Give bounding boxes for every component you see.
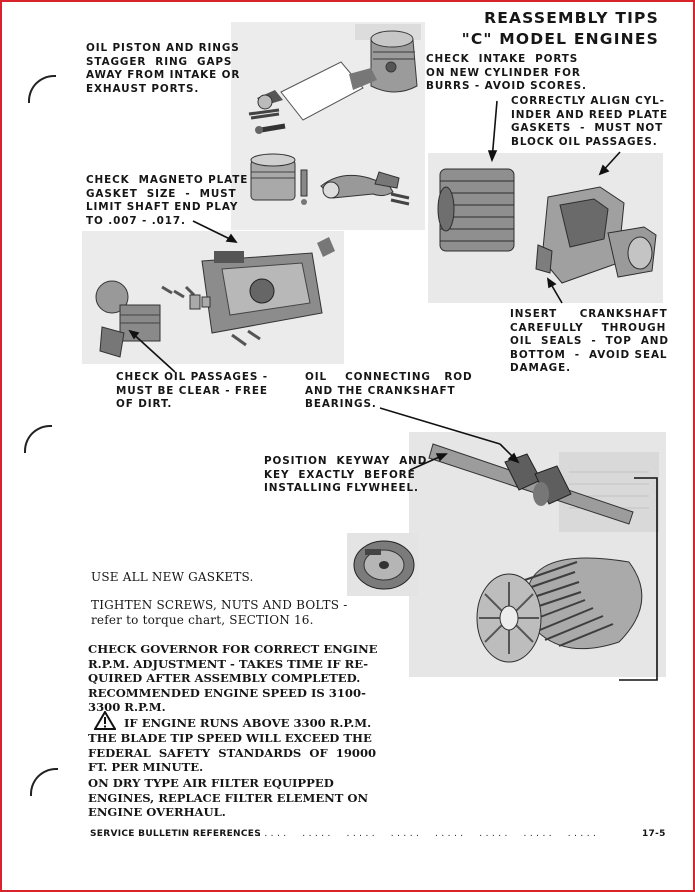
note-gaskets: USE ALL NEW GASKETS. — [91, 570, 254, 584]
footer-dots: . . . . . . . . . . . . . . . . . . . . . . . . . . . . . . . . . . . . . . . . — [258, 829, 597, 839]
note-governor: CHECK GOVERNOR FOR CORRECT ENGINE R.P.M. ADJUSTMENT - TAKES TIME IF RE- QUIRED AFTER ASSEMBLY COMPLETED. RECOMMENDED ENGINE SPEED IS 3100- 3300 R.P.M. — [88, 642, 378, 715]
callout-magneto-plate: CHECK MAGNETO PLATE GASKET SIZE - MUST LIMIT SHAFT END PLAY TO .007 - .017. — [86, 174, 249, 227]
callout-align-cylinder: CORRECTLY ALIGN CYL- INDER AND REED PLATE GASKETS - MUST NOT BLOCK OIL PASSAGES. — [511, 95, 668, 148]
footer-label: SERVICE BULLETIN REFERENCES — [90, 829, 262, 839]
title-line-2: "C" MODEL ENGINES — [461, 30, 659, 48]
callout-crankshaft-seals: INSERT CRANKSHAFT CAREFULLY THROUGH OIL SEALS - TOP AND BOTTOM - AVOID SEAL DAMAGE. — [510, 308, 669, 375]
note-tighten-line-2: refer to torque chart, SECTION 16. — [91, 613, 314, 627]
warning-triangle-icon — [94, 711, 116, 730]
note-warning-rest: THE BLADE TIP SPEED WILL EXCEED THE FEDERAL SAFETY STANDARDS OF 19000 FT. PER MINUTE. — [88, 731, 377, 775]
page-number: 17-5 — [642, 829, 666, 839]
title-line-1: REASSEMBLY TIPS — [484, 9, 659, 27]
callout-intake-ports: CHECK INTAKE PORTS ON NEW CYLINDER FOR BURRS - AVOID SCORES. — [426, 53, 587, 93]
callout-oil-piston: OIL PISTON AND RINGS STAGGER RING GAPS AWAY FROM INTAKE OR EXHAUST PORTS. — [86, 42, 241, 95]
note-air-filter: ON DRY TYPE AIR FILTER EQUIPPED ENGINES, REPLACE FILTER ELEMENT ON ENGINE OVERHAUL. — [88, 776, 369, 820]
note-warning-line-1: IF ENGINE RUNS ABOVE 3300 R.P.M. — [124, 716, 372, 730]
callout-keyway: POSITION KEYWAY AND KEY EXACTLY BEFORE INSTALLING FLYWHEEL. — [264, 455, 428, 495]
callout-oil-passages: CHECK OIL PASSAGES - MUST BE CLEAR - FREE OF DIRT. — [116, 371, 268, 411]
note-tighten-line-1: TIGHTEN SCREWS, NUTS AND BOLTS - — [91, 598, 348, 612]
callout-connecting-rod: OIL CONNECTING ROD AND THE CRANKSHAFT BEARINGS. — [305, 371, 473, 411]
